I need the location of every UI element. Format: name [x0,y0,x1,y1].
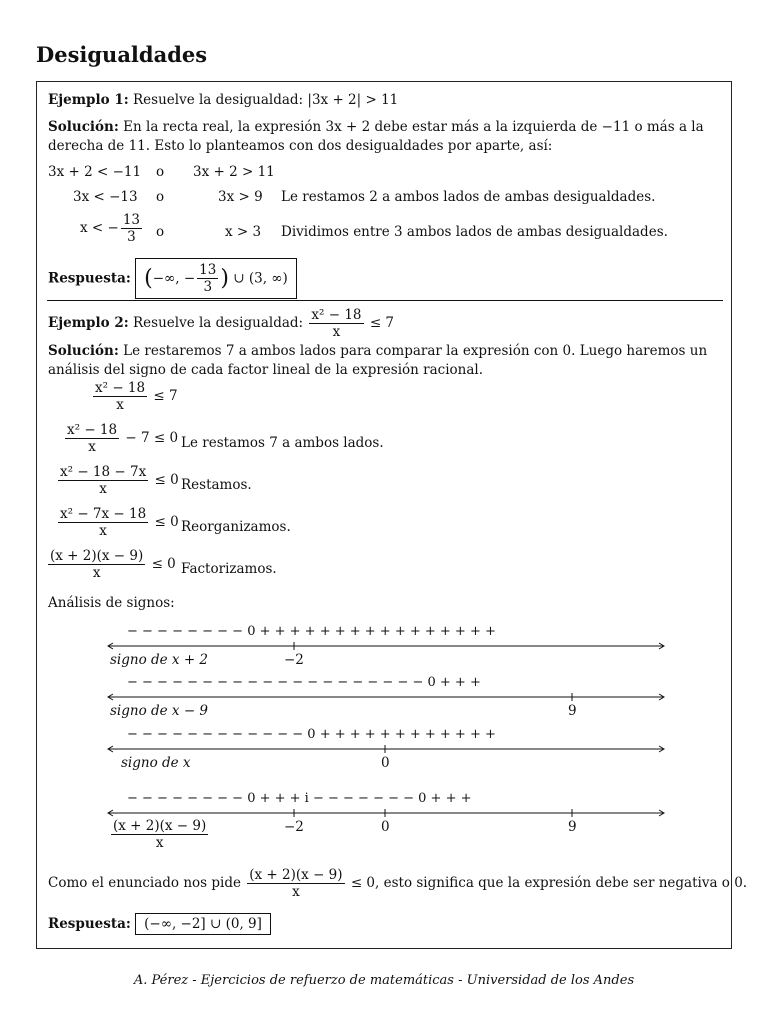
sign-row: − − − − − − − − − − − − 0 + + + + + + + + + + + + [127,727,496,742]
step-num: x² − 18 [67,422,118,438]
conclusion-fraction [247,868,344,899]
tick-label: −2 [284,819,304,835]
page-title: Desigualdades [36,42,208,67]
ex1-answer-left-paren: ( [144,266,153,292]
ex1-answer-pre: −∞, − [152,270,196,287]
step-note: Reorganizamos. [181,519,291,535]
ex1-row3-right: x > 3 [225,224,262,240]
ex1-row2-or: o [156,189,165,205]
step-den: x [88,439,96,456]
step-note: Restamos. [181,477,252,493]
footer: A. Pérez - Ejercicios de refuerzo de matemáticas - Universidad de los Andes [133,973,635,988]
sign-row: − − − − − − − − − − − − − − − − − − − − 0 + + + [127,675,481,690]
ex1-row3-or: o [156,224,165,240]
step-num: x² − 7x − 18 [60,506,147,522]
ex2-statement-rel: ≤ 7 [369,315,395,332]
sign-line-num: (x + 2)(x − 9) [113,818,207,834]
step-fraction [48,549,145,580]
step-num: x² − 18 − 7x [60,464,147,480]
ex1-statement [48,92,398,108]
ex1-row1-right: 3x + 2 > 11 [193,164,275,180]
ex1-label: Ejemplo 1: [48,92,129,108]
tick-label: 9 [568,703,577,719]
step-den: x [116,397,124,414]
sign-row: − − − − − − − − 0 + + + + + + + + + + + + + + + + [127,624,496,639]
sign-line-fraction [111,819,208,850]
step-relation: − 7 ≤ 0 [125,430,179,447]
ex1-answer-box [135,258,297,299]
ex1-row3-fraction [121,213,142,244]
ex1-answer-fraction [197,263,218,294]
ex1-answer-label: Respuesta: [48,270,131,287]
ex1-statement-text: Resuelve la desigualdad: |3x + 2| > 11 [133,92,399,108]
ex2-label: Ejemplo 2: [48,315,129,332]
ex1-solution-text: En la recta real, la expresión 3x + 2 debe estar más a la izquierda de −11 o más a la derecha de 11. Esto lo planteamos con dos desigualdades por aparte, así: [48,119,704,154]
ex2-solution [48,342,724,380]
ex1-row1-or: o [156,164,165,180]
ex2-step [63,423,178,454]
ex1-solution [48,118,724,156]
ex1-row3-den: 3 [127,229,136,246]
step-fraction [65,423,119,454]
step-den: x [92,565,101,582]
sign-line-label [109,819,210,850]
step-note: Factorizamos. [181,561,277,577]
ex1-row3-num: 13 [122,212,141,228]
ex2-step [56,507,179,538]
conclusion-post: ≤ 0, esto significa que la expresión debe ser negativa o 0. [350,875,748,892]
step-note: Le restamos 7 a ambos lados. [181,435,384,451]
tick-label: −2 [284,652,304,668]
exercise-box [36,81,748,949]
ex2-solution-text: Le restaremos 7 a ambos lados para comparar la expresión con 0. Luego haremos un análisis del signo de cada factor lineal de la expresión racional. [48,343,708,378]
ex1-answer-right-paren: ) [220,266,229,292]
sign-line-label: signo de x − 9 [110,703,209,719]
ex1-answer [48,258,297,299]
sign-line-label: signo de x [121,755,191,771]
ex1-row2-note: Le restamos 2 a ambos lados de ambas desigualdades. [281,189,656,205]
step-fraction [58,507,148,538]
ex2-statement-num: x² − 18 [311,307,362,323]
step-fraction [93,381,147,412]
number-line [107,743,667,755]
step-relation: ≤ 0 [154,472,179,489]
ex2-conclusion [48,868,747,899]
section-divider [47,300,723,301]
tick-label: 0 [381,819,390,835]
ex1-answer-num: 13 [199,262,217,278]
ex2-solution-label: Solución: [48,343,119,359]
tick-label: 9 [568,819,577,835]
ex2-answer-label: Respuesta: [48,916,131,932]
ex1-row2-right: 3x > 9 [218,189,263,205]
step-num: (x + 2)(x − 9) [50,548,144,564]
ex2-step [56,465,179,496]
ex1-row2-left: 3x < −13 [73,189,138,205]
ex2-statement [48,308,394,339]
ex1-answer-post: ∪ (3, ∞) [233,270,288,287]
ex2-step [46,549,176,580]
step-den: x [99,481,107,498]
ex1-row3-note: Dividimos entre 3 ambos lados de ambas desigualdades. [281,224,668,240]
sign-line-label: signo de x + 2 [110,652,209,668]
step-fraction [58,465,148,496]
ex1-row1-left: 3x + 2 < −11 [48,164,142,180]
ex1-answer-den: 3 [203,279,213,296]
ex2-step [91,381,178,412]
conclusion-num: (x + 2)(x − 9) [249,867,343,883]
conclusion-pre: Como el enunciado nos pide [48,875,241,892]
sign-analysis-label: Análisis de signos: [48,595,175,611]
conclusion-den: x [292,884,300,901]
sign-row: − − − − − − − − 0 + + + i − − − − − − − 0 + + + [127,791,472,806]
step-relation: ≤ 7 [153,388,178,405]
ex1-row3-left [80,213,144,244]
step-den: x [99,523,107,540]
ex2-answer-box: (−∞, −2] ∪ (0, 9] [135,913,271,935]
tick-label: 0 [381,755,390,771]
ex2-statement-fraction [309,308,363,339]
ex2-statement-den: x [332,324,341,341]
ex1-solution-label: Solución: [48,119,119,135]
step-num: x² − 18 [95,380,146,396]
step-relation: ≤ 0 [151,556,176,573]
sign-line-den: x [155,835,164,852]
ex2-answer [48,913,271,935]
step-relation: ≤ 0 [154,514,179,531]
number-line [107,640,667,652]
ex2-statement-text: Resuelve la desigualdad: [133,315,304,332]
number-line [107,691,667,703]
ex1-row3-left-text: x < − [80,220,119,237]
